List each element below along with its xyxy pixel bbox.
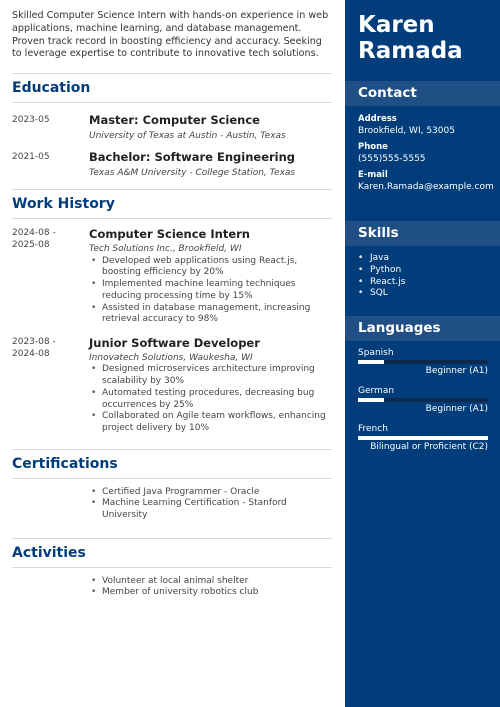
job-bullet: • Implemented machine learning techniques reducing processing time by 15% <box>89 279 331 302</box>
skill-item: • Python <box>358 265 405 277</box>
job-company: Innovatech Solutions, Waukesha, WI <box>89 352 253 363</box>
divider <box>12 538 332 539</box>
language-level-fill <box>358 398 384 402</box>
job-bullet: • Collaborated on Agile team workflows, enhancing project delivery by 10% <box>89 411 331 434</box>
divider <box>12 189 332 190</box>
language-level-bar <box>358 360 488 364</box>
education-item <box>12 115 331 152</box>
job-bullet: • Developed web applications using React.js, boosting efficiency by 20% <box>89 256 331 279</box>
certifications-heading: Certifications <box>12 455 118 472</box>
skill-item: • React.js <box>358 277 405 289</box>
language-level-bar <box>358 398 488 402</box>
education-school: Texas A&M University - College Station, Texas <box>89 168 296 179</box>
last-name: Ramada <box>358 38 463 64</box>
first-name: Karen <box>358 12 435 38</box>
languages-heading-label: Languages <box>358 320 441 336</box>
divider <box>12 73 332 74</box>
job-entry <box>12 227 331 326</box>
certification-item: • Certified Java Programmer - Oracle <box>89 487 331 499</box>
job-bullet: • Assisted in database management, increasing retrieval accuracy to 98% <box>89 303 331 326</box>
languages-heading <box>345 316 500 341</box>
phone-value: (555)555-5555 <box>358 154 426 164</box>
skills-heading <box>345 221 500 246</box>
language-level: Beginner (A1) <box>425 404 488 414</box>
skills-list <box>358 253 405 300</box>
job-bullet: • Automated testing procedures, decreasing bug occurrences by 25% <box>89 388 331 411</box>
job-entry <box>12 336 331 435</box>
education-date: 2021-05 <box>12 152 50 163</box>
education-school: University of Texas at Austin - Austin, Texas <box>89 131 286 142</box>
skills-heading-label: Skills <box>358 225 399 241</box>
language-level-fill <box>358 436 488 440</box>
candidate-name <box>358 12 463 64</box>
divider <box>12 218 332 219</box>
skill-item: • Java <box>358 253 405 265</box>
contact-heading-label: Contact <box>358 85 417 101</box>
divider <box>12 102 332 103</box>
language-name: German <box>358 386 395 396</box>
job-company: Tech Solutions Inc., Brookfield, WI <box>89 244 242 255</box>
divider <box>12 567 332 568</box>
job-title: Junior Software Developer <box>89 335 260 350</box>
education-item <box>12 152 331 189</box>
language-level-bar <box>358 436 488 440</box>
language-level: Bilingual or Proficient (C2) <box>370 442 488 452</box>
job-title: Computer Science Intern <box>89 227 250 242</box>
job-date: 2024-08 - 2025-08 <box>12 228 56 251</box>
language-level-fill <box>358 360 384 364</box>
skill-item: • SQL <box>358 288 405 300</box>
job-date: 2023-08 - 2024-08 <box>12 336 56 360</box>
activities-heading: Activities <box>12 544 86 561</box>
contact-heading <box>345 81 500 106</box>
activity-item: • Member of university robotics club <box>89 587 331 599</box>
phone-label: Phone <box>358 142 388 152</box>
address-value: Brookfield, WI, 53005 <box>358 126 455 136</box>
education-heading: Education <box>12 80 91 97</box>
divider <box>12 449 332 450</box>
work-history-heading: Work History <box>12 196 115 213</box>
sidebar <box>345 0 500 707</box>
language-name: French <box>358 424 388 434</box>
email-label: E-mail <box>358 170 388 180</box>
divider <box>12 478 332 479</box>
education-degree: Master: Computer Science <box>89 113 260 128</box>
language-level: Beginner (A1) <box>425 366 488 376</box>
activity-item: • Volunteer at local animal shelter <box>89 576 331 588</box>
job-bullet: • Designed microservices architecture improving scalability by 30% <box>89 364 331 387</box>
language-name: Spanish <box>358 348 394 358</box>
email-value: Karen.Ramada@example.com <box>358 182 494 192</box>
address-label: Address <box>358 114 397 124</box>
education-date: 2023-05 <box>12 115 50 126</box>
summary-text: Skilled Computer Science Intern with hands-on experience in web applications, machine learning, and database management. Proven track record in boosting efficiency and accuracy. Seeking to leverage expertise to contribute to innovative tech solutions. <box>12 10 329 60</box>
education-degree: Bachelor: Software Engineering <box>89 150 296 165</box>
certification-item: • Machine Learning Certification - Stanford University <box>89 498 331 521</box>
